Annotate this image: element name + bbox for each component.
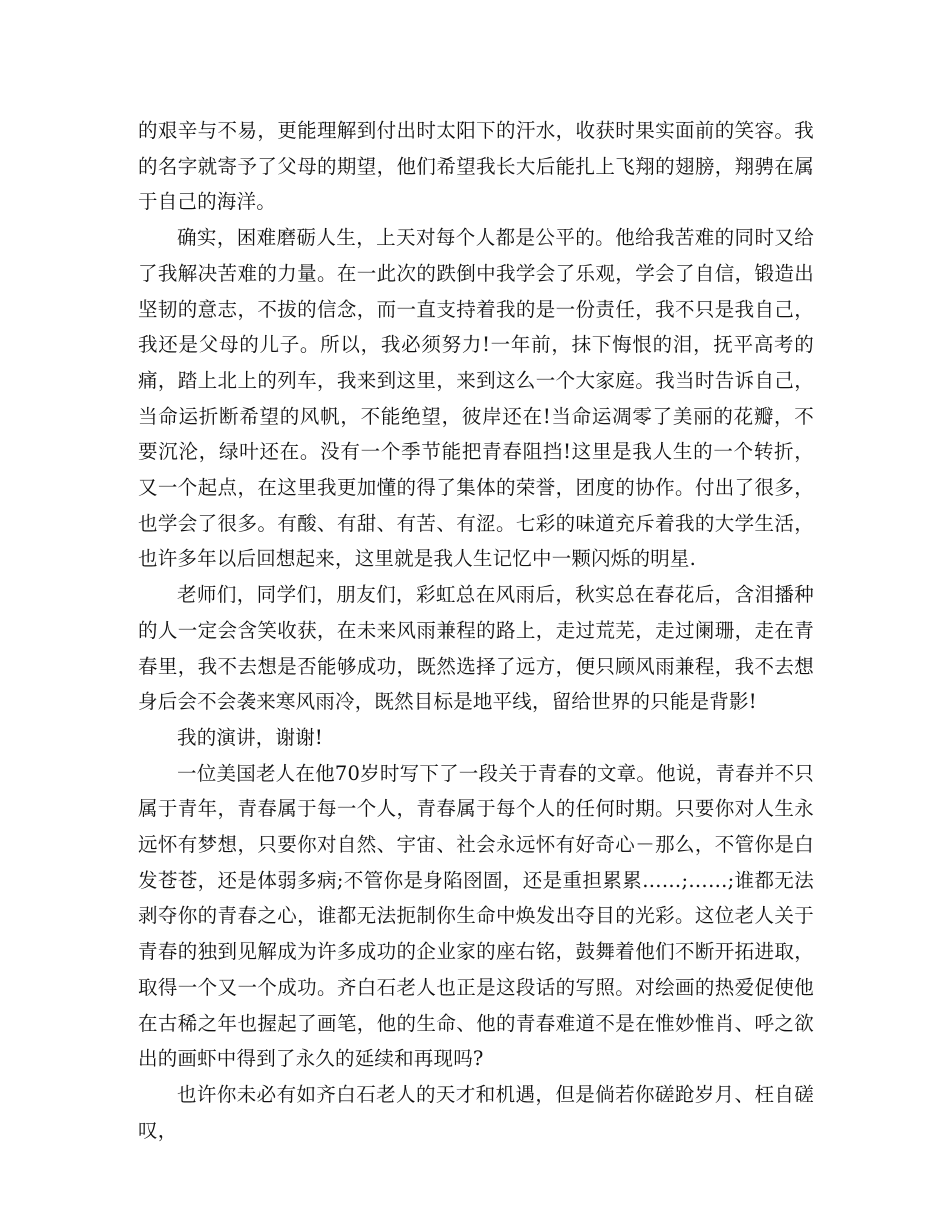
paragraph-2: 确实，困难磨砺人生，上天对每个人都是公平的。他给我苦难的同时又给了我解决苦难的力量。在一此次的跌倒中我学会了乐观，学会了自信，锻造出坚韧的意志，不拔的信念，而一直支持着我的是一份责任，我不只是我自己，我还是父母的儿子。所以，我必须努力!一年前，抹下悔恨的泪，抚平高考的痛，踏上北上的列车，我来到这里，来到这么一个大家庭。我当时告诉自己，当命运折断希望的风帆，不能绝望，彼岸还在!当命运凋零了美丽的花瓣，不要沉沦，绿叶还在。没有一个季节能把青春阻挡!这里是我人生的一个转折，又一个起点，在这里我更加懂的得了集体的荣誉，团度的协作。付出了很多，也学会了很多。有酸、有甜、有苦、有涩。七彩的味道充斥着我的大学生活，也许多年以后回想起来，这里就是我人生记忆中一颗闪烁的明星. <box>138 226 814 571</box>
paragraph-1: 的艰辛与不易，更能理解到付出时太阳下的汗水，收获时果实面前的笑容。我的名字就寄予了父母的期望，他们希望我长大后能扎上飞翔的翅膀，翔骋在属于自己的海洋。 <box>138 119 814 214</box>
paragraph-3: 老师们，同学们，朋友们，彩虹总在风雨后，秋实总在春花后，含泪播种的人一定会含笑收获，在未来风雨兼程的路上，走过荒芜，走过阑珊，走在青春里，我不去想是否能够成功，既然选择了远方，便只顾风雨兼程，我不去想身后会不会袭来寒风雨冷，既然目标是地平线，留给世界的只能是背影! <box>138 583 814 714</box>
paragraph-5: 一位美国老人在他70岁时写下了一段关于青春的文章。他说，青春并不只属于青年，青春属于每一个人，青春属于每个人的任何时期。只要你对人生永远怀有梦想，只要你对自然、宇宙、社会永远怀有好奇心－那么，不管你是白发苍苍，还是体弱多病;不管你是身陷囹圄，还是重担累累……;……;谁都无法剥夺你的青春之心，谁都无法扼制你生命中焕发出夺目的光彩。这位老人关于青春的独到见解成为许多成功的企业家的座右铭，鼓舞着他们不断开拓进取，取得一个又一个成功。齐白石老人也正是这段话的写照。对绘画的热爱促使他在古稀之年也握起了画笔，他的生命、他的青春难道不是在惟妙惟肖、呼之欲出的画虾中得到了永久的延续和再现吗? <box>138 761 814 1071</box>
paragraph-6: 也许你未必有如齐白石老人的天才和机遇，但是倘若你磋跄岁月、枉自磋叹， <box>138 1082 814 1142</box>
document-body <box>138 113 814 1148</box>
paragraph-4: 我的演讲，谢谢! <box>177 725 323 749</box>
